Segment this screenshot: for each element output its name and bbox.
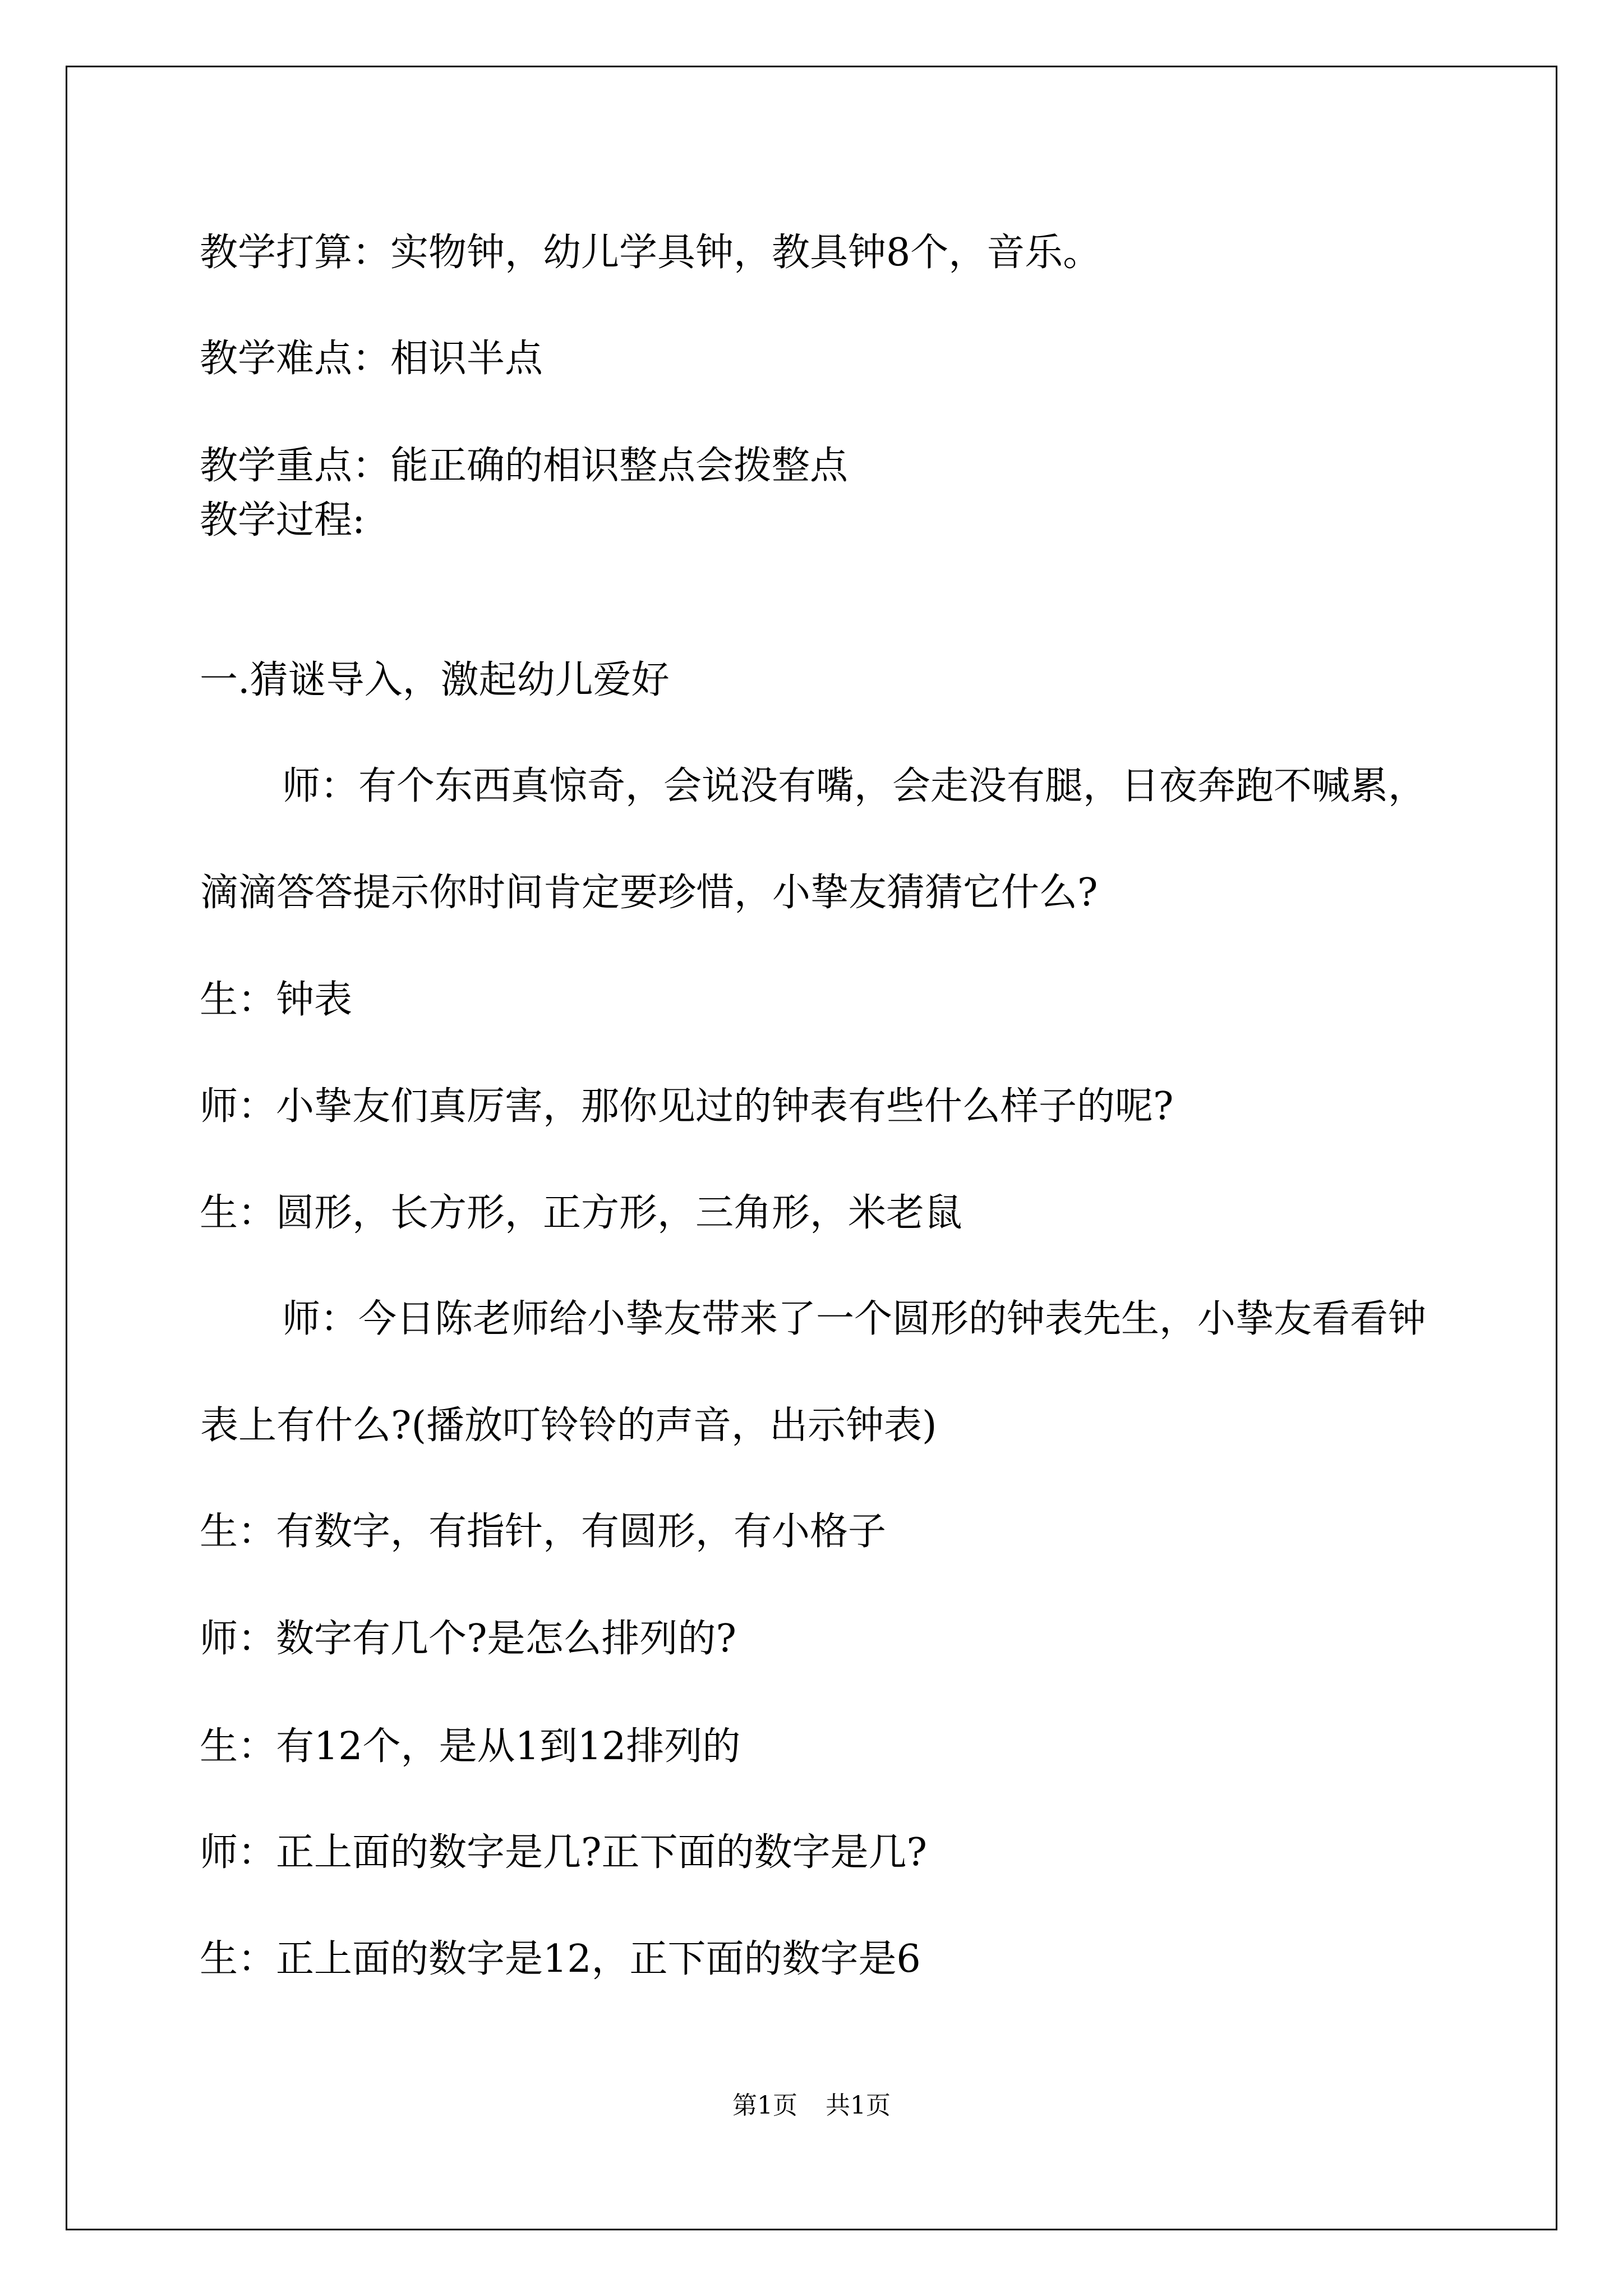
paragraph-clock-features: 生：有数字，有指针，有圆形，有小格子 [200, 1510, 887, 1554]
page-footer [0, 2089, 1623, 2123]
paragraph-preparation: 教学打算：实物钟，幼儿学具钟，教具钟8个，音乐。 [200, 231, 1101, 275]
paragraph-position-answer: 生：正上面的数字是12，正下面的数字是6 [200, 1937, 921, 1981]
page-border [66, 66, 1557, 2230]
paragraph-numbers-answer: 生：有12个，是从1到12排列的 [200, 1724, 741, 1769]
paragraph-difficulty: 教学难点：相识半点 [200, 337, 543, 381]
paragraph-riddle: 师：有个东西真惊奇，会说没有嘴，会走没有腿，日夜奔跑不喊累，滴滴答答提示你时间肯定要珍惜，小挚友猜猜它什么? [200, 764, 1427, 915]
paragraph-process-heading: 教学过程: [200, 498, 365, 542]
paragraph-clock-shapes-answer: 生：圆形，长方形，正方形，三角形，米老鼠 [200, 1191, 963, 1235]
page-number: 第1页 [732, 2091, 797, 2120]
page-total: 共1页 [826, 2091, 891, 2120]
paragraph-answer-clock: 生：钟表 [200, 978, 353, 1022]
paragraph-position-question: 师：正上面的数字是几?正下面的数字是几? [200, 1830, 927, 1875]
paragraph-clock-intro: 师：今日陈老师给小挚友带来了一个圆形的钟表先生，小挚友看看钟表上有什么?(播放叮铃铃的声音，出示钟表) [200, 1297, 1427, 1448]
paragraph-numbers-question: 师：数字有几个?是怎么排列的? [200, 1617, 736, 1661]
paragraph-key-point: 教学重点：能正确的相识整点会拨整点 [200, 444, 849, 488]
paragraph-clock-shapes-question: 师：小挚友们真厉害，那你见过的钟表有些什么样子的呢? [200, 1084, 1174, 1129]
paragraph-section-one: 一.猜谜导入，激起幼儿爱好 [200, 658, 670, 702]
